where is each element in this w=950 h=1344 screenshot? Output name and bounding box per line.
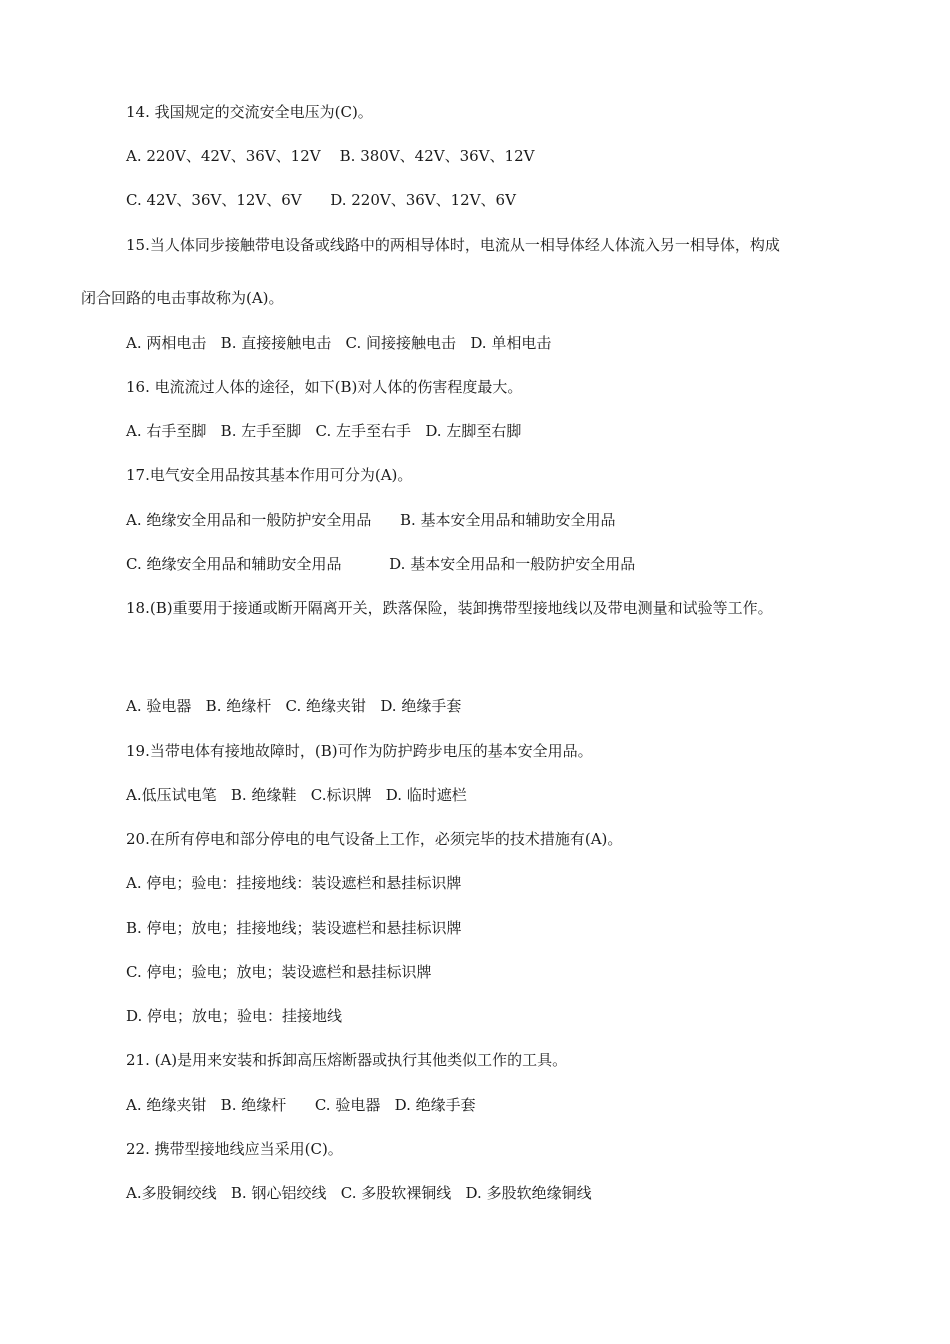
option-line: A. 停电；验电：挂接地线：装设遮栏和悬挂标识牌 [126, 874, 462, 892]
option-line: A.低压试电笔 B. 绝缘鞋 C.标识牌 D. 临时遮栏 [126, 786, 467, 804]
question-stem: 18.(B)重要用于接通或断开隔离开关，跌落保险，装卸携带型接地线以及带电测量和试验等工作。 [126, 599, 773, 617]
question-stem: 22. 携带型接地线应当采用(C)。 [126, 1140, 343, 1158]
question-stem: 17.电气安全用品按其基本作用可分为(A)。 [126, 466, 413, 484]
option-line: B. 停电；放电；挂接地线；装设遮栏和悬挂标识牌 [126, 919, 462, 937]
question-stem: 14. 我国规定的交流安全电压为(C)。 [126, 103, 373, 121]
option-line: A. 两相电击 B. 直接接触电击 C. 间接接触电击 D. 单相电击 [126, 334, 552, 352]
option-line: D. 停电；放电；验电：挂接地线 [126, 1007, 343, 1025]
option-line: A. 验电器 B. 绝缘杆 C. 绝缘夹钳 D. 绝缘手套 [126, 697, 462, 715]
option-line: A.多股铜绞线 B. 钢心铝绞线 C. 多股软裸铜线 D. 多股软绝缘铜线 [126, 1184, 592, 1202]
option-line: A. 220V、42V、36V、12V B. 380V、42V、36V、12V [126, 147, 535, 165]
question-stem: 20.在所有停电和部分停电的电气设备上工作，必须完毕的技术措施有(A)。 [126, 830, 623, 848]
question-stem-continuation: 闭合回路的电击事故称为(A)。 [81, 289, 284, 307]
option-line: A. 右手至脚 B. 左手至脚 C. 左手至右手 D. 左脚至右脚 [126, 422, 522, 440]
question-stem: 15.当人体同步接触带电设备或线路中的两相导体时，电流从一相导体经人体流入另一相导体，构成 [126, 236, 780, 254]
option-line: A. 绝缘夹钳 B. 绝缘杆 C. 验电器 D. 绝缘手套 [126, 1096, 476, 1114]
option-line: C. 停电；验电；放电；装设遮栏和悬挂标识牌 [126, 963, 432, 981]
question-stem: 21. (A)是用来安装和拆卸高压熔断器或执行其他类似工作的工具。 [126, 1051, 568, 1069]
option-line: C. 绝缘安全用品和辅助安全用品 D. 基本安全用品和一般防护安全用品 [126, 555, 636, 573]
question-stem: 19.当带电体有接地故障时，(B)可作为防护跨步电压的基本安全用品。 [126, 742, 593, 760]
option-line: C. 42V、36V、12V、6V D. 220V、36V、12V、6V [126, 191, 516, 209]
option-line: A. 绝缘安全用品和一般防护安全用品 B. 基本安全用品和辅助安全用品 [126, 511, 616, 529]
question-stem: 16. 电流流过人体的途径，如下(B)对人体的伤害程度最大。 [126, 378, 523, 396]
